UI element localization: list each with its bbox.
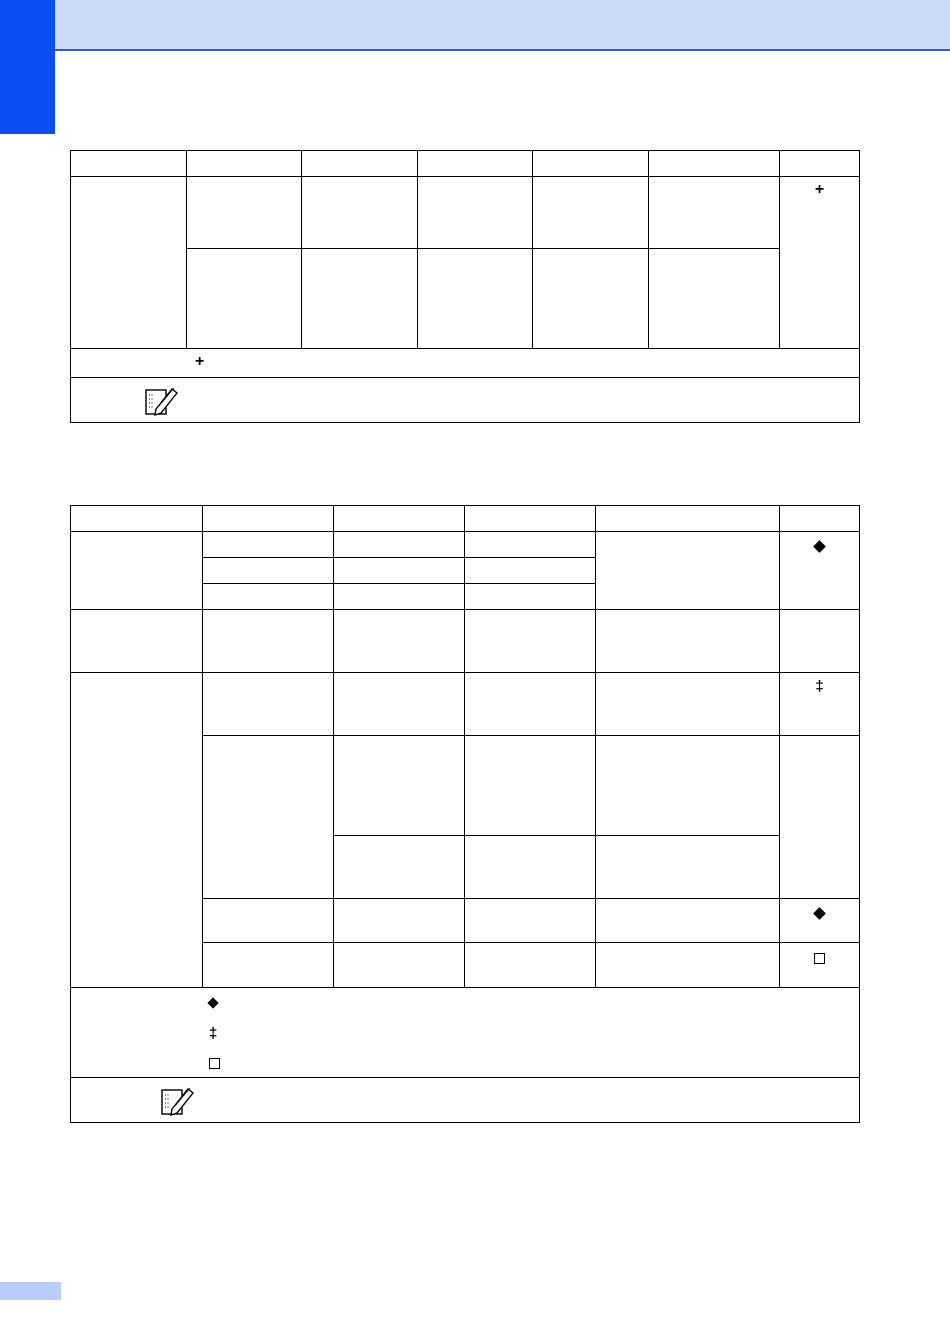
table-cell bbox=[465, 532, 596, 558]
footnote-row bbox=[71, 349, 860, 378]
table-cell bbox=[334, 943, 465, 988]
note-cell bbox=[71, 378, 860, 423]
table-cell bbox=[302, 249, 418, 349]
table-cell bbox=[203, 736, 334, 899]
table-row bbox=[71, 177, 860, 249]
header-cell bbox=[71, 506, 203, 532]
box-icon bbox=[209, 1058, 220, 1069]
spec-table-1 bbox=[70, 150, 860, 423]
chapter-side-tab bbox=[0, 0, 55, 134]
table-cell bbox=[334, 736, 465, 836]
double-dagger-mark: ‡ bbox=[815, 678, 824, 695]
table-cell bbox=[334, 558, 465, 584]
note-cell bbox=[71, 1078, 860, 1123]
table-cell bbox=[71, 177, 187, 349]
plus-mark: + bbox=[195, 353, 205, 370]
table-row bbox=[71, 532, 860, 558]
table-cell bbox=[71, 610, 203, 673]
legend-item bbox=[209, 1025, 217, 1041]
table-cell bbox=[203, 584, 334, 610]
legend-item bbox=[209, 1055, 220, 1071]
table-cell bbox=[187, 177, 302, 249]
table-cell bbox=[334, 673, 465, 736]
table-cell bbox=[780, 899, 860, 943]
double-dagger-mark: ‡ bbox=[209, 1024, 218, 1042]
header-cell bbox=[418, 151, 533, 177]
table-cell bbox=[596, 610, 780, 673]
table-cell bbox=[780, 673, 860, 736]
table-cell bbox=[418, 249, 533, 349]
table-cell bbox=[465, 558, 596, 584]
table-cell bbox=[334, 532, 465, 558]
header-cell bbox=[203, 506, 334, 532]
diamond-icon bbox=[813, 540, 826, 553]
header-cell bbox=[780, 506, 860, 532]
note-row bbox=[71, 378, 860, 423]
table-cell bbox=[533, 249, 649, 349]
table-cell bbox=[780, 943, 860, 988]
header-band bbox=[0, 0, 950, 51]
table-cell bbox=[533, 177, 649, 249]
table-cell bbox=[465, 610, 596, 673]
table-cell bbox=[596, 836, 780, 899]
note-row bbox=[71, 1078, 860, 1123]
table-cell bbox=[465, 673, 596, 736]
header-cell bbox=[465, 506, 596, 532]
table-row bbox=[71, 673, 860, 736]
table-cell bbox=[649, 249, 780, 349]
table-cell bbox=[203, 532, 334, 558]
table-cell bbox=[780, 736, 860, 899]
header-cell bbox=[187, 151, 302, 177]
table-cell bbox=[71, 532, 203, 610]
table-header-row bbox=[71, 506, 860, 532]
table-cell bbox=[71, 673, 203, 988]
table-cell bbox=[596, 673, 780, 736]
footnote-cell bbox=[71, 349, 860, 378]
header-cell bbox=[302, 151, 418, 177]
table-cell bbox=[780, 610, 860, 673]
table-cell bbox=[334, 610, 465, 673]
spec-table-2 bbox=[70, 505, 860, 1123]
table-cell bbox=[203, 558, 334, 584]
table-cell bbox=[780, 177, 860, 349]
table-cell bbox=[596, 532, 780, 610]
legend-item bbox=[209, 995, 217, 1011]
diamond-icon bbox=[813, 907, 826, 920]
table-cell bbox=[465, 899, 596, 943]
diamond-icon bbox=[207, 997, 218, 1008]
header-cell bbox=[780, 151, 860, 177]
table-cell bbox=[596, 736, 780, 836]
plus-mark: + bbox=[814, 181, 825, 198]
table-cell bbox=[465, 584, 596, 610]
table-row bbox=[71, 610, 860, 673]
table-cell bbox=[465, 836, 596, 899]
table-cell bbox=[334, 899, 465, 943]
table-cell bbox=[203, 943, 334, 988]
table-cell bbox=[203, 899, 334, 943]
table-cell bbox=[203, 673, 334, 736]
table-cell bbox=[596, 899, 780, 943]
header-cell bbox=[71, 151, 187, 177]
table-cell bbox=[596, 943, 780, 988]
table-cell bbox=[187, 249, 302, 349]
page-number-tab bbox=[0, 1282, 61, 1300]
table-cell bbox=[780, 532, 860, 610]
table-cell bbox=[334, 584, 465, 610]
header-cell bbox=[649, 151, 780, 177]
table-cell bbox=[465, 736, 596, 836]
header-cell bbox=[596, 506, 780, 532]
table-cell bbox=[334, 836, 465, 899]
table-row bbox=[71, 249, 860, 349]
table-cell bbox=[418, 177, 533, 249]
header-cell bbox=[533, 151, 649, 177]
table-header-row bbox=[71, 151, 860, 177]
header-cell bbox=[334, 506, 465, 532]
table-cell bbox=[649, 177, 780, 249]
legend-cell bbox=[71, 988, 860, 1078]
table-cell bbox=[302, 177, 418, 249]
table-cell bbox=[203, 610, 334, 673]
box-icon bbox=[814, 953, 825, 964]
legend-row-container bbox=[71, 988, 860, 1078]
note-pencil-icon bbox=[144, 386, 180, 418]
table-cell bbox=[465, 943, 596, 988]
note-pencil-icon bbox=[160, 1086, 196, 1118]
